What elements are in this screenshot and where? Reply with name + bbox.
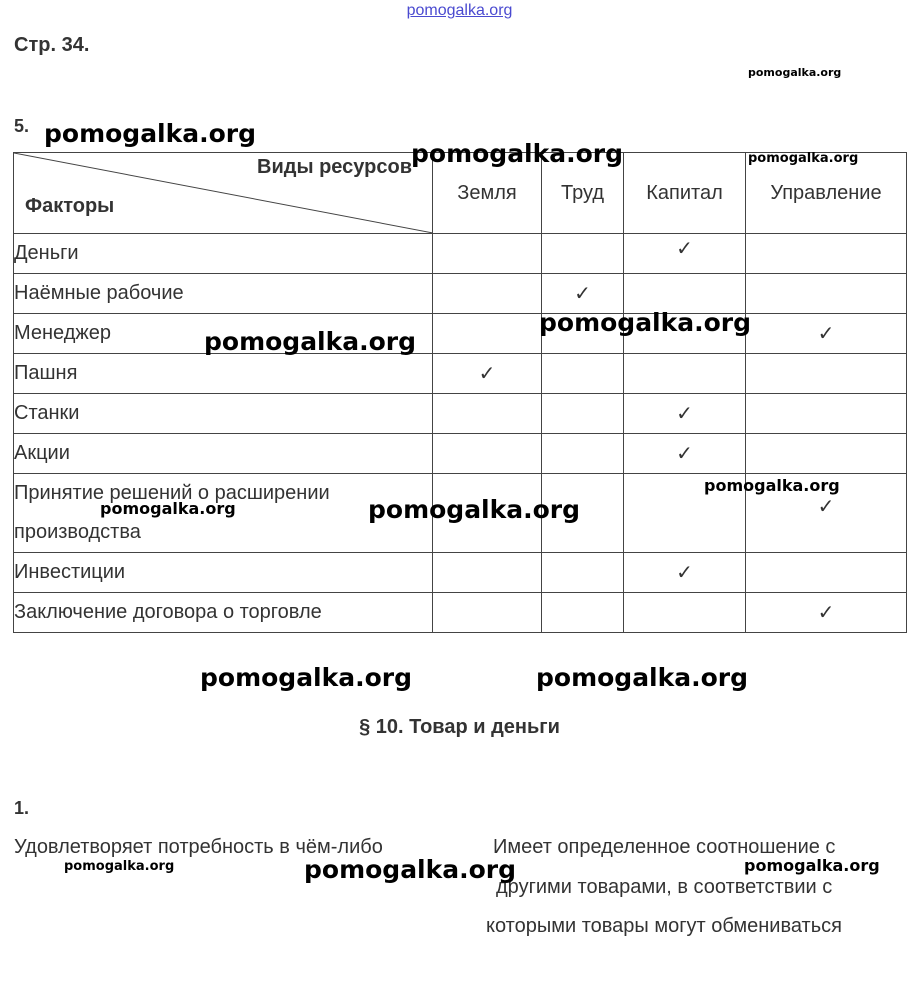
watermark: pomogalka.org [411, 139, 624, 168]
watermark: pomogalka.org [748, 151, 859, 166]
table-row [14, 314, 907, 354]
check-mark-cell [433, 354, 542, 394]
check-icon: ✓ [676, 562, 693, 584]
watermark: pomogalka.org [368, 495, 581, 524]
check-icon: ✓ [478, 363, 496, 385]
column-header-land: Земля [433, 153, 542, 234]
factor-label: Наёмные рабочие [14, 274, 433, 314]
check-icon: ✓ [676, 443, 693, 465]
watermark: pomogalka.org [744, 856, 880, 875]
watermark: pomogalka.org [200, 663, 413, 692]
answer-right-line: другими товарами, в соответствии с [496, 876, 833, 898]
factor-label: Пашня [14, 354, 433, 394]
empty-cell [746, 354, 907, 394]
check-icon: ✓ [676, 403, 693, 425]
check-mark-cell [746, 593, 907, 633]
task-5-number: 5. [14, 116, 30, 136]
empty-cell [542, 394, 624, 434]
check-mark-cell [624, 434, 746, 474]
empty-cell [746, 394, 907, 434]
watermark: pomogalka.org [44, 119, 257, 148]
check-mark-cell [624, 234, 746, 274]
table-row [14, 553, 907, 593]
watermark: pomogalka.org [204, 327, 417, 356]
empty-cell [542, 593, 624, 633]
empty-cell [433, 394, 542, 434]
factor-label: Принятие решений о расширении производства [14, 474, 433, 553]
empty-cell [746, 274, 907, 314]
table-row [14, 274, 907, 314]
watermark: pomogalka.org [304, 855, 517, 884]
check-mark-cell [624, 553, 746, 593]
empty-cell [746, 234, 907, 274]
column-header-management: Управление [746, 153, 907, 234]
empty-cell [433, 434, 542, 474]
empty-cell [746, 434, 907, 474]
empty-cell [433, 314, 542, 354]
empty-cell [433, 274, 542, 314]
empty-cell [624, 354, 746, 394]
watermark: pomogalka.org [704, 476, 840, 495]
table-row [14, 593, 907, 633]
check-icon: ✓ [817, 323, 835, 345]
empty-cell [542, 234, 624, 274]
empty-cell [433, 593, 542, 633]
table-row [14, 234, 907, 274]
empty-cell [624, 593, 746, 633]
empty-cell [542, 553, 624, 593]
watermark: pomogalka.org [748, 66, 842, 79]
check-icon: ✓ [817, 496, 835, 518]
empty-cell [433, 234, 542, 274]
factor-label: Станки [14, 394, 433, 434]
check-icon: ✓ [817, 602, 835, 624]
factor-label: Инвестиции [14, 553, 433, 593]
empty-cell [433, 553, 542, 593]
watermark: pomogalka.org [539, 308, 752, 337]
check-icon: ✓ [676, 238, 693, 260]
check-icon: ✓ [574, 283, 591, 305]
factor-label: Акции [14, 434, 433, 474]
column-header-capital: Капитал [624, 153, 746, 234]
factor-label: Заключение договора о торговле [14, 593, 433, 633]
factor-label: Деньги [14, 234, 433, 274]
column-header-labor: Труд [542, 153, 624, 234]
table-row [14, 394, 907, 434]
answer-right-line: которыми товары могут обмениваться [486, 915, 842, 937]
table-row [14, 434, 907, 474]
answer-right-line: Имеет определенное соотношение с [493, 836, 836, 858]
empty-cell [746, 553, 907, 593]
empty-cell [542, 354, 624, 394]
table-row [14, 354, 907, 394]
page-label: Стр. 34. [14, 34, 90, 56]
watermark: pomogalka.org [100, 499, 236, 518]
watermark-top-link[interactable]: pomogalka.org [406, 2, 513, 19]
corner-header-factors: Факторы [25, 195, 115, 217]
check-mark-cell [746, 314, 907, 354]
corner-header-resources: Виды ресурсов [257, 156, 412, 178]
section-title: § 10. Товар и деньги [359, 716, 560, 738]
table-body [14, 234, 907, 633]
answer-left-text: Удовлетворяет потребность в чём-либо [14, 836, 383, 858]
corner-header-cell [14, 153, 433, 234]
check-mark-cell [624, 394, 746, 434]
factor-label: Менеджер [14, 314, 433, 354]
resources-table [13, 152, 907, 633]
watermark: pomogalka.org [64, 859, 175, 874]
task-1-number: 1. [14, 798, 30, 818]
empty-cell [542, 434, 624, 474]
watermark: pomogalka.org [536, 663, 749, 692]
